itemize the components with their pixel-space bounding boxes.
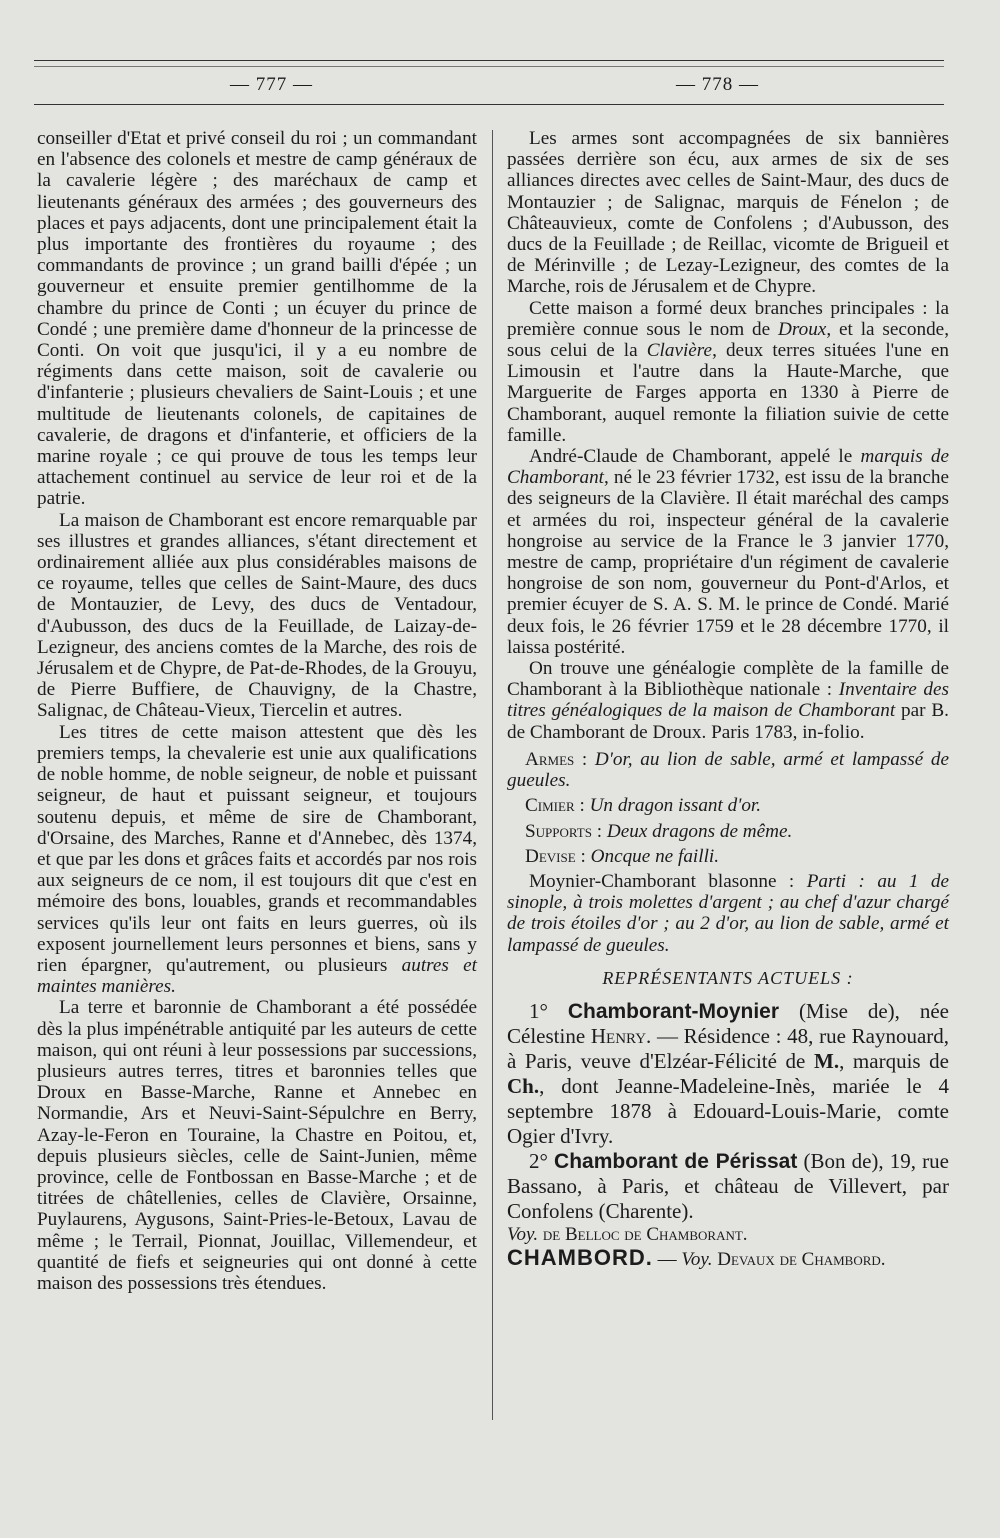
- rep1-henry: Henry: [590, 1023, 647, 1048]
- rep2-title: (Bon de),: [803, 1148, 884, 1173]
- right-paragraph-2-droux: Droux: [777, 318, 827, 340]
- rep2-name: Chamborant de Périssat: [554, 1149, 798, 1173]
- right-paragraph-3: [507, 446, 949, 658]
- left-paragraph-1: conseiller d'Etat et privé conseil du roi ; un commandant en l'absence des colonels et mestre de camp généraux de la cavalerie légère ; des maréchaux de camp et lieutenants généraux des armées ; des gouverneurs des places et pays adjacents, dont une principalement était la plus importante des frontières du royaume ; des commandants de province ; un grand bailli d'épée ; un gouverneur et ensuite premier gentilhomme de la chambre du prince de Conti ; un écuyer du prince de Condé ; une première dame d'honneur de la princesse de Conti. On voit que jusqu'ici, il y a eu nombre de régiments dans cette maison, soit de cavalerie ou d'infanterie ; plusieurs chevaliers de Saint-Louis ; et une multitude de lieutenants colonels, de capitaines de cavalerie, de dragons et d'infanterie, et officiers de la marine royale ; ce qui prouve de tous les temps leur attachement continuel au service de leur roi et de la patrie.: [37, 128, 477, 510]
- right-column: [507, 128, 949, 1273]
- right-paragraph-2: [507, 298, 949, 446]
- rep1-title: (Mise de),: [798, 998, 900, 1023]
- right-paragraph-4-b: par B. de Chamborant de Droux. Paris 1783, in-folio.: [507, 700, 949, 743]
- right-paragraph-2-claviere: Clavière: [646, 340, 713, 362]
- representant-1: [507, 999, 949, 1149]
- devise-text: Oncque ne failli.: [590, 845, 720, 867]
- right-paragraph-5: [507, 871, 949, 956]
- armes-label: Armes: [525, 748, 575, 770]
- left-paragraph-3: [37, 722, 477, 998]
- column-divider: [492, 130, 493, 1420]
- right-paragraph-1: Les armes sont accompagnées de six bannières passées derrière son écu, aux armes de six de ses alliances directes avec celles de Saint-Maur, des ducs de Montauzier ; de Salignac, marquis de Fénelon ; de Châteauvieux, comte de Confolens ; d'Aubusson, des ducs de la Feuillade ; de Reillac, vicomte de Brigueil et de Mérinville ; de Lezay-Lezigneur, des comtes de la Marche, rois de Jérusalem et de Chypre.: [507, 128, 949, 298]
- rep1-text-b: . — Résidence : 48, rue Raynouard, à Paris, veuve d'Elzéar-Félicité de: [507, 1023, 950, 1073]
- right-paragraph-3-b: , né le 23 février 1732, est issu de la branche des seigneurs de la Clavière. Il était maréchal des camps et armées du roi, inspecteur général de la cavalerie hongroise au service de la France le 3 janvier 1770, mestre de camp, propriétaire d'un régiment de cavalerie hongroise de son nom, gouverneur du Pont-d'Arlos, et premier écuyer de S. A. S. M. le prince de Condé. Marié deux fois, le 26 février 1759 et le 28 décembre 1770, il laissa postérité.: [507, 467, 949, 658]
- rep1-text-c: , marquis de: [839, 1048, 950, 1073]
- left-column: [37, 128, 477, 1294]
- cimier-label: Cimier: [525, 795, 575, 817]
- right-paragraph-4: [507, 658, 949, 743]
- representants-heading: REPRÉSENTANTS ACTUELS :: [602, 967, 854, 988]
- rep1-m: M.: [814, 1048, 840, 1073]
- representants-list: [507, 999, 949, 1224]
- coat-of-arms-block: [507, 749, 949, 867]
- right-paragraph-2-b: , et la seconde, sous celui de la: [507, 318, 949, 362]
- rep1-text-a: née Célestine: [507, 998, 949, 1048]
- voy-reference: [507, 1224, 949, 1245]
- rep1-text-d: , dont Jeanne-Madeleine-Inès, mariée le 4 septembre 1878 à Edouard-Louis-Marie, comte Ogier d'Ivry.: [507, 1073, 949, 1148]
- devise-label: Devise: [525, 845, 576, 867]
- chambord-voy: Voy.: [681, 1249, 713, 1271]
- left-paragraph-2: La maison de Chamborant est encore remarquable par ses illustres et grandes alliances, s'étant directement et ordinairement alliée aux plus considérables maisons de ce royaume, telles que celles de Saint-Maure, des ducs de Montauzier, de Levy, des ducs de Ventadour, d'Aubusson, des ducs de la Feuillade, de Laizay-de-Lezigneur, des anciens comtes de la Marche, des rois de Jérusalem et de Chypre, de Pat-de-Rhodes, de la Grouyu, de Pierre Buffiere, de Chauvigny, de la Chastre, Salignac, de Château-Vieux, Tiercelin et autres.: [37, 509, 477, 722]
- cimier-text: Un dragon issant d'or.: [589, 795, 762, 817]
- devise-line: Devise : Oncque ne failli.: [525, 845, 720, 867]
- rep1-name: Chamborant-Moynier: [567, 999, 780, 1023]
- rep2-number: 2°: [529, 1148, 548, 1173]
- top-rule: [34, 60, 944, 61]
- rep1-ch: Ch.: [507, 1073, 540, 1098]
- armes-text: D'or, au lion de sable, armé et lampassé de gueules.: [507, 748, 949, 792]
- supports-line: Supports : Deux dragons de même.: [525, 820, 793, 842]
- voy-target: de Belloc de Chamborant.: [542, 1223, 748, 1245]
- left-paragraph-3-italic: autres et maintes manières.: [37, 954, 478, 998]
- chambord-ref: Devaux de Chambord.: [717, 1249, 886, 1271]
- cimier-line: Cimier : Un dragon issant d'or.: [525, 795, 762, 817]
- right-paragraph-2-c: , deux terres situées l'une en Limousin et l'autre dans la Haute-Marche, que Marguerite de Farges apporta en 1330 à Pierre de Chamborant, auquel remonte la filiation suivie de cette famille.: [507, 340, 950, 446]
- header-rule: [34, 104, 944, 105]
- representant-2: [507, 1149, 949, 1224]
- supports-label: Supports: [525, 820, 592, 842]
- right-paragraph-5-a: Moynier-Chamborant blasonne :: [529, 870, 795, 892]
- armes-line: Armes : D'or, au lion de sable, armé et lampassé de gueules.: [507, 748, 949, 792]
- supports-text: Deux dragons de même.: [606, 820, 793, 842]
- left-paragraph-4: La terre et baronnie de Chamborant a été possédée dès la plus impénétrable antiquité par les auteurs de cette maison, qui ont réuni à leur possessions par successions, plusieurs autres terres, titres et baronnies telles que Droux en Basse-Marche, Ranne et Annebec en Normandie, Ars et Neuvi-Saint-Sépulchre en Berry, Azay-le-Feron en Touraine, la Chastre en Poitou, et, depuis plusieurs siècles, celle de Saint-Junien, même province, celle de Fontbossan en Basse-Marche ; et de titrées de châtellenies, celles de Clavière, Orsainne, Puylaurens, Aygusons, Saint-Pries-le-Betoux, Lavau de même ; le Terrail, Pionnat, Jouillac, Villemendeur, et quantité de fiefs et seigneuries qui ont donné à cette maison des possessions très étendues.: [37, 997, 477, 1294]
- folio-left: — 777 —: [230, 74, 313, 95]
- folio-right: — 778 —: [676, 74, 759, 95]
- chambord-name: CHAMBORD.: [507, 1245, 653, 1271]
- right-paragraph-2-a: Cette maison a formé deux branches principales : la première connue sous le nom de: [507, 297, 949, 340]
- rep1-number: 1°: [529, 998, 548, 1023]
- left-paragraph-3-text: Les titres de cette maison attestent que dès les premiers temps, la chevalerie est unie aux qualifications de noble homme, de noble seigneur, de noble et puissant seigneur, de haut et puissant seigneur, et toujours soutenu depuis, et même de sire de Chamborant, d'Orsaine, des Marches, Ranne et d'Annebec, dès 1374, et que par les dons et grâces faits et accordés par nos rois aux seigneurs de ce nom, il est toujours dit que c'est en mémoire des bons, louables, grands et recommandables services qu'ils leur ont faits en leurs guerres, où ils exposent journellement leurs personnes et biens, sans y rien épargner, qu'autrement, ou plusieurs: [37, 721, 477, 976]
- top-thin-rule: [34, 66, 944, 67]
- right-paragraph-4-a: On trouve une généalogie complète de la famille de Chamborant à la Bibliothèque nationale :: [507, 658, 949, 701]
- chambord-dash: —: [652, 1249, 682, 1271]
- rep2-text: 19, rue Bassano, à Paris, et château de Villevert, par Confolens (Charente).: [507, 1148, 949, 1223]
- voy-label: Voy.: [507, 1223, 539, 1245]
- right-paragraph-3-marquis: marquis de Chamborant: [507, 446, 949, 489]
- right-paragraph-4-title: Inventaire des titres généalogiques de la maison de Chamborant: [507, 679, 950, 722]
- chambord-entry: [507, 1245, 949, 1273]
- right-paragraph-5-italic: Parti : au 1 de sinople, à trois molettes d'argent ; au chef d'azur chargé de trois étoiles d'or ; au 2 d'or, au lion de sable, armé et lampassé de gueules.: [507, 870, 950, 956]
- right-paragraph-3-a: André-Claude de Chamborant, appelé le: [529, 446, 853, 468]
